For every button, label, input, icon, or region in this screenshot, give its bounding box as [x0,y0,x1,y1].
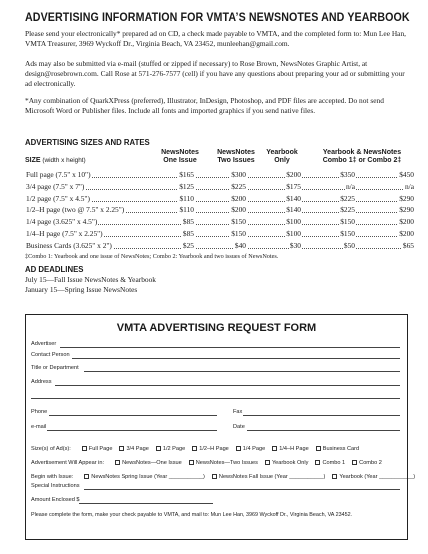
size-sub-label: (width x height) [42,157,86,164]
rate-size-cell: 1/2 page (7.5" x 4.5") [26,193,90,203]
rate-size-cell: 1/4–H page (7.5" x 2.25") [26,229,103,238]
checkbox-label: 1/2 Page [162,446,186,452]
rate-price-cell: $450 [399,170,414,179]
begin-options [84,465,422,482]
rate-row [25,182,413,193]
advertiser-field[interactable] [60,347,400,348]
title-dept-field[interactable] [84,371,400,372]
checkbox-icon[interactable] [84,474,89,479]
rate-row [25,241,413,252]
fax-field[interactable] [243,415,400,416]
col-header-newsnotes-two [206,149,266,165]
rate-price-cell: $300 [231,170,246,179]
sizes-label: Size(s) of Ad(s): [31,446,71,452]
intro-paragraph-file-formats [25,96,410,116]
col-header-yearbook-only [258,149,306,165]
col-header-text: NewsNotes One Issue [161,149,199,164]
date-field[interactable] [247,430,400,431]
rate-price-cell: $175 [286,181,301,191]
rate-price-cell: $140 [286,205,301,215]
rate-size-cell: Business Cards (3.625" x 2") [26,240,112,250]
rate-price-cell: $40 [234,240,246,250]
rate-price-cell: $200 [286,170,301,179]
file-formats-text: *Any combination of QuarkXPress (preferred), Illustrator, InDesign, Photoshop, and PDF files are accepted. Do not send Microsoft Word or Publisher files. Include all fonts and imported graphics if you send native files. [25,96,384,116]
checkbox-label: Combo 2 [359,460,382,466]
rate-size-cell: 1/2–H page (two @ 7.5" x 2.25") [26,205,125,215]
checkbox-label: 3/4 Page [126,446,149,452]
rate-row [25,205,413,216]
checkbox-icon[interactable] [212,474,217,479]
checkbox-label: Combo 1 [322,460,346,466]
rate-price-cell: $165 [179,170,194,179]
checkbox-option[interactable] [84,474,205,480]
rate-price-cell: $85 [182,229,194,238]
begin-row [31,465,422,483]
fax-label: Fax [233,409,243,415]
rate-price-cell: $150 [231,217,246,227]
phone-label: Phone [31,409,48,415]
rate-price-cell: n/a [345,181,355,191]
rate-size-cell: 1/4 page (3.625" x 4.5") [26,217,98,227]
deadline-fall: July 15—Fall Issue NewsNotes & Yearbook [25,275,156,284]
address-label: Address [31,379,52,385]
address-field[interactable] [55,385,400,386]
email-label: e-mail [31,424,47,430]
rate-price-cell: $30 [289,240,301,250]
rate-price-cell: $225 [231,181,246,191]
rate-price-cell: $225 [340,193,355,203]
checkbox-label: NewsNotes Fall Issue (Year ___________) [218,474,326,480]
rate-price-cell: $110 [179,193,194,203]
col-header-text: Yearbook & NewsNotes Combo 1‡ or Combo 2‡ [322,149,402,164]
begin-label: Begin with Issue: [31,474,74,480]
address-field-line2[interactable] [31,398,400,399]
rate-price-cell: $200 [399,217,414,227]
email-field[interactable] [47,430,217,431]
form-closing-instructions: Please complete the form, make your check payable to VMTA, and mail to: Mun Lee Han, 3969 Wyckoff Dr., Virginia Beach, VA 23452. [31,512,353,518]
checkbox-label: Yearbook Only [271,460,309,466]
intro-paragraph-submission: Please send your electronically* prepared ad on CD, a check made payable to VMTA, and the completed form to: Mun Lee Han, VMTA Treasurer, 3969 Wyckoff Dr., Virginia Beach, VA 23452, munleehan@gmail.com. [25,29,406,49]
rate-size-cell: 3/4 page (7.5" x 7") [26,181,85,191]
checkbox-label: 1/4 Page [242,446,266,452]
checkbox-label: NewsNotes—Two Issues [195,460,258,466]
rate-row [25,170,413,181]
contact-label: Contact Person [31,352,70,358]
rate-price-cell: $200 [399,229,414,238]
phone-field[interactable] [49,415,217,416]
rate-price-cell: $290 [399,205,414,215]
rate-size-cell: Full page (7.5" x 10") [26,170,91,179]
rate-price-cell: $150 [231,229,246,238]
special-instructions-label: Special Instructions [31,483,80,489]
rate-row [25,229,413,240]
col-header-newsnotes-one [152,149,208,165]
checkbox-label: NewsNotes Spring Issue (Year ___________) [91,474,205,480]
rate-price-cell: $150 [340,217,355,227]
rate-price-cell: $200 [231,193,246,203]
form-title: VMTA ADVERTISING REQUEST FORM [116,322,317,334]
rate-price-cell: $25 [182,240,194,250]
col-header-combo [312,149,412,165]
rate-price-cell: $85 [182,217,194,227]
rate-price-cell: $150 [340,229,355,238]
rate-price-cell: $140 [286,193,301,203]
checkbox-label: 1/4–H Page [279,446,309,452]
checkbox-label: Full Page [88,446,113,452]
checkbox-label: 1/2–H Page [199,446,229,452]
col-header-text: NewsNotes Two Issues [217,149,255,164]
rate-price-cell: $100 [286,229,301,238]
rate-price-cell: $65 [402,240,414,250]
rate-price-cell: $200 [231,205,246,215]
rate-row [25,217,413,228]
title-dept-label: Title or Department [31,365,79,371]
deadlines-heading: AD DEADLINES [25,265,84,274]
rate-row [25,194,413,205]
advertiser-label: Advertiser [31,341,57,347]
date-label: Date [233,424,245,430]
rate-price-cell: $350 [340,170,355,179]
checkbox-icon[interactable] [332,474,337,479]
checkbox-label: Business Card [322,446,360,452]
combo-footnote: ‡Combo 1: Yearbook and one issue of NewsNotes; Combo 2: Yearbook and two issues of NewsNotes. [25,253,279,260]
size-column-header [25,157,86,164]
rate-price-cell: $50 [343,240,355,250]
rate-price-cell: $225 [340,205,355,215]
page-title: ADVERTISING INFORMATION FOR VMTA’S NEWSNOTES AND YEARBOOK [25,11,410,24]
special-instructions-field[interactable] [84,489,400,490]
rate-price-cell: $125 [179,181,194,191]
checkbox-option[interactable] [212,474,325,480]
rate-price-cell: $110 [179,205,194,215]
checkbox-option[interactable] [332,474,415,480]
rates-heading: ADVERTISING SIZES AND RATES [25,138,150,147]
checkbox-label: Yearbook (Year ___________) [339,474,416,480]
col-header-text: Yearbook Only [266,149,298,164]
intro-paragraph-email: Ads may also be submitted via e-mail (stuffed or zipped if necessary) to Rose Brown, NewsNotes Graphic Artist, at design@rosebrown.com. Call Rose at 571-276-7577 (cell) if you have any questions about preparing your ad or submitting your ad electronically. [25,59,405,89]
checkbox-label: NewsNotes—One Issue [122,460,182,466]
rate-price-cell: n/a [404,181,414,191]
contact-field[interactable] [72,358,400,359]
rate-price-cell: $290 [399,193,414,203]
amount-label: Amount Enclosed $ [31,497,80,503]
amount-field[interactable] [79,503,213,504]
deadline-spring: January 15—Spring Issue NewsNotes [25,285,138,294]
appear-label: Advertisement Will Appear in: [31,460,105,466]
rate-price-cell: $100 [286,217,301,227]
size-label: SIZE [25,157,41,164]
